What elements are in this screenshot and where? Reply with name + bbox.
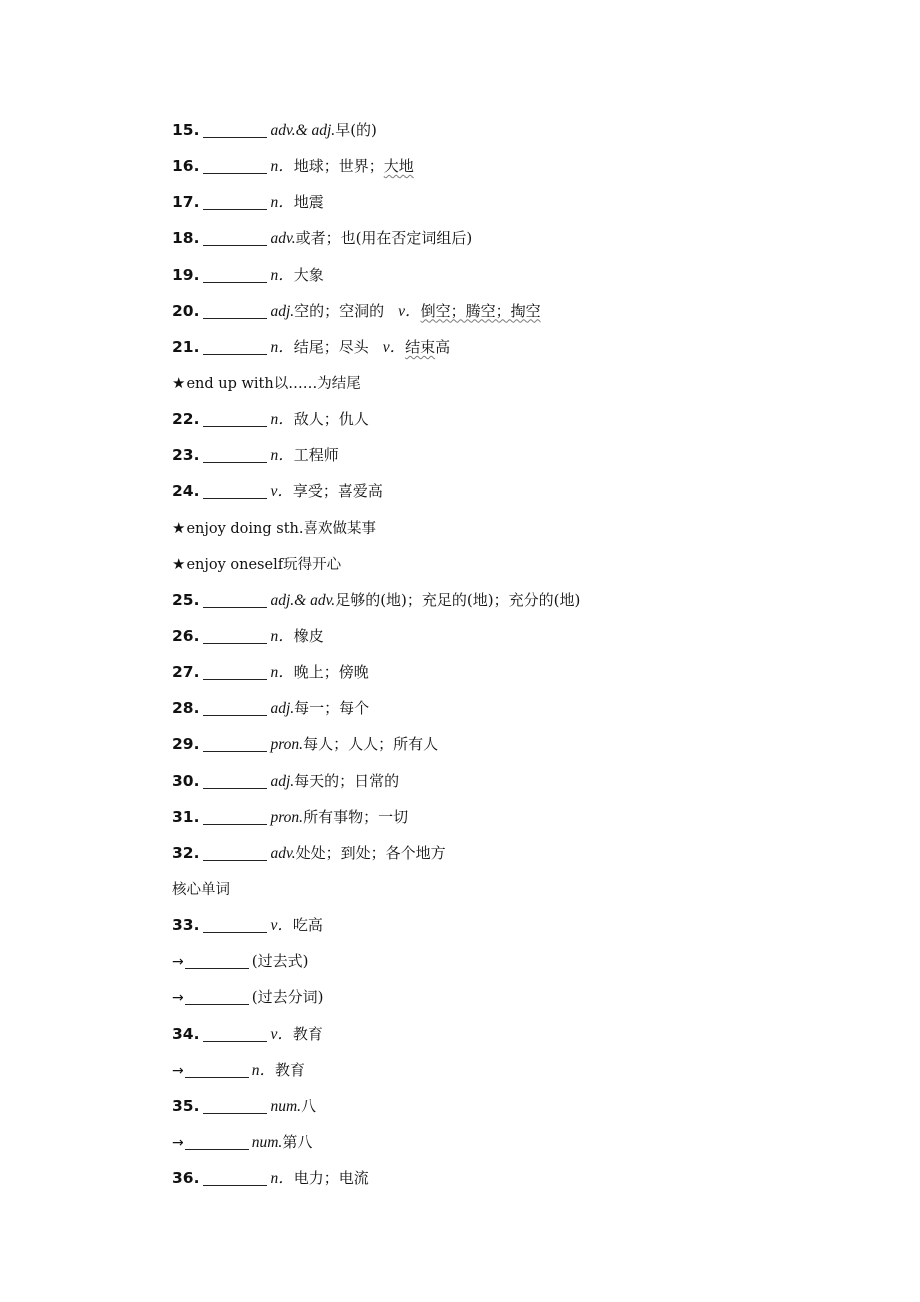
definition: 或者；也(用在否定词组后) [295,229,473,248]
answer-blank[interactable] [203,230,267,246]
part-of-speech: adv.& adj. [270,122,336,139]
vocab-entry [172,618,872,654]
answer-blank[interactable] [203,483,267,499]
definition: 足够的(地)；充足的(地)；充分的(地) [335,590,581,609]
part-of-speech: pron. [270,736,304,754]
answer-blank[interactable] [203,447,267,463]
part-of-speech: n． [270,158,294,176]
part-of-speech: n． [270,411,294,429]
entry-number: 36. [172,1169,200,1188]
definition: 地球；世界； [293,157,384,176]
vocab-entry [172,726,872,762]
entry-number: 19. [172,265,200,284]
answer-blank[interactable] [185,989,249,1005]
part-of-speech: n． [270,338,294,356]
definition: 工程师 [293,446,339,465]
answer-blank[interactable] [203,339,267,355]
entry-number: 34. [172,1024,200,1043]
part-of-speech: pron. [270,808,304,826]
vocab-entry [172,112,872,148]
part-of-speech: adj. [270,700,295,718]
vocab-entry [172,1160,872,1196]
vocab-entry [172,401,872,437]
part-of-speech: adv. [270,844,296,862]
part-of-speech: n． [270,447,294,465]
vocab-entry [172,148,872,184]
entry-number: 25. [172,590,200,609]
entry-number: 26. [172,626,200,645]
part-of-speech: n． [270,664,294,682]
part-of-speech: num. [270,1097,302,1115]
arrow-icon: → [172,954,184,971]
star-icon: ★ [172,554,186,573]
answer-blank[interactable] [203,267,267,283]
definition: 所有事物；一切 [303,807,409,826]
definition: 处处；到处；各个地方 [295,843,446,862]
answer-blank[interactable] [185,953,249,969]
part-of-speech: n． [270,194,294,212]
answer-blank[interactable] [203,194,267,210]
answer-blank[interactable] [203,845,267,861]
vocab-entry [172,835,872,871]
definition: (过去式) [251,952,309,971]
entry-number: 21. [172,337,200,356]
entry-number: 33. [172,916,200,935]
definition: 高 [435,337,451,356]
derived-form [172,943,872,979]
part-of-speech: v． [270,483,293,501]
arrow-icon: → [172,1134,184,1151]
part-of-speech: adj. [270,772,295,790]
entry-number: 24. [172,482,200,501]
vocab-entry [172,220,872,256]
part-of-speech: adj. [270,302,295,320]
part-of-speech: v． [270,917,293,935]
answer-blank[interactable] [203,1026,267,1042]
definition: 早(的) [335,121,377,139]
answer-blank[interactable] [185,1062,249,1078]
answer-blank[interactable] [203,1170,267,1186]
star-icon: ★ [172,518,186,537]
answer-blank[interactable] [203,122,267,138]
definition: 享受；喜爱高 [292,482,383,501]
vocab-entry [172,1088,872,1124]
definition: 吃高 [292,916,323,935]
entry-number: 23. [172,446,200,465]
answer-blank[interactable] [203,700,267,716]
answer-blank[interactable] [203,664,267,680]
answer-blank[interactable] [203,773,267,789]
vocab-entry [172,473,872,509]
entry-number: 28. [172,699,200,718]
emphasized-definition: 结束 [405,337,436,356]
entry-number: 29. [172,735,200,754]
star-icon: ★ [172,373,186,392]
phrase-note [172,510,872,546]
definition: 教育 [292,1024,323,1043]
part-of-speech: n． [270,266,294,284]
part-of-speech: adv. [270,230,296,248]
answer-blank[interactable] [203,736,267,752]
answer-blank[interactable] [203,917,267,933]
part-of-speech: n． [251,1061,275,1079]
part-of-speech: n． [270,1170,294,1188]
part-of-speech: n． [270,627,294,645]
definition: 电力；电流 [293,1169,369,1188]
section-title: 核心单词 [172,881,230,898]
part-of-speech: v． [398,302,421,320]
part-of-speech: num. [251,1133,283,1151]
entry-number: 31. [172,807,200,826]
answer-blank[interactable] [203,809,267,825]
entry-number: 20. [172,301,200,320]
definition: 每天的；日常的 [294,771,400,790]
phrase-text: enjoy doing sth.喜欢做某事 [186,520,376,537]
vocab-entry [172,582,872,618]
entry-number: 16. [172,157,200,176]
arrow-icon: → [172,990,184,1007]
definition: 每一；每个 [294,699,370,718]
answer-blank[interactable] [185,1134,249,1150]
entry-number: 15. [172,121,200,139]
vocab-entry [172,184,872,220]
entry-number: 22. [172,410,200,429]
derived-form [172,1124,872,1160]
definition: 每人；人人；所有人 [303,735,439,754]
vocab-entry [172,690,872,726]
vocab-entry [172,293,872,329]
answer-blank[interactable] [203,1098,267,1114]
entry-number: 17. [172,193,200,212]
definition: 结尾；尽头 [293,337,369,356]
entry-number: 18. [172,229,200,248]
part-of-speech: adj.& adv. [270,591,336,609]
definition: 地震 [293,193,324,212]
phrase-text: enjoy oneself玩得开心 [186,556,342,573]
entry-number: 32. [172,843,200,862]
derived-form [172,979,872,1015]
vocab-entry [172,1016,872,1052]
vocab-entry [172,799,872,835]
derived-form [172,1052,872,1088]
vocab-entry [172,257,872,293]
phrase-note [172,365,872,401]
arrow-icon: → [172,1062,184,1079]
vocabulary-worksheet [172,112,872,1196]
vocab-entry [172,329,872,365]
answer-blank[interactable] [203,592,267,608]
section-heading [172,871,872,907]
vocab-entry [172,763,872,799]
entry-number: 27. [172,663,200,682]
vocab-entry [172,654,872,690]
definition: 八 [301,1096,317,1115]
definition: 空的；空洞的 [294,301,385,320]
vocab-entry [172,437,872,473]
part-of-speech: v． [270,1025,293,1043]
answer-blank[interactable] [203,628,267,644]
part-of-speech: v． [382,338,406,356]
phrase-note [172,546,872,582]
phrase-text: end up with以……为结尾 [186,375,361,392]
definition: 晚上；傍晚 [293,663,369,682]
entry-number: 35. [172,1096,200,1115]
vocab-entry [172,907,872,943]
answer-blank[interactable] [203,303,267,319]
entry-number: 30. [172,771,200,790]
answer-blank[interactable] [203,411,267,427]
definition: 第八 [282,1132,313,1151]
definition: 大象 [293,265,324,284]
definition: (过去分词) [251,988,324,1007]
emphasized-definition: 大地 [383,157,414,176]
definition: 橡皮 [293,626,324,645]
answer-blank[interactable] [203,158,267,174]
emphasized-definition: 倒空；腾空；掏空 [420,301,541,320]
definition: 教育 [275,1060,306,1079]
definition: 敌人；仇人 [293,410,369,429]
